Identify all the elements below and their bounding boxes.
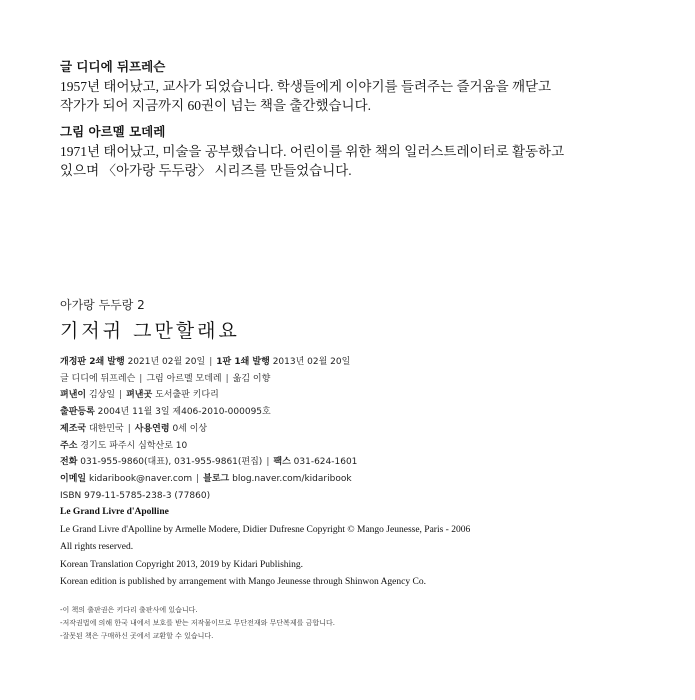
copyright-line: Korean edition is published by arrangement with Mango Jeunesse through Shinwon Agency Co. xyxy=(60,577,426,587)
phone-label: 전화 xyxy=(60,457,78,468)
copyright-line: All rights reserved. xyxy=(60,542,134,552)
illustrator-bio xyxy=(60,122,660,180)
publisher-house-label: 펴낸곳 xyxy=(126,390,153,401)
series-name: 아가랑 두두랑 2 xyxy=(60,298,145,312)
email-value: kidaribook@naver.com xyxy=(88,473,193,484)
manufacture-value: 대한민국 xyxy=(88,423,124,434)
fax-label: 팩스 xyxy=(273,457,291,468)
registration-label: 출판등록 xyxy=(60,407,95,418)
phone-value: 031-955-9860(대표), 031-955-9861(편집) xyxy=(80,457,263,468)
blog-label: 블로그 xyxy=(203,473,230,484)
edition-label: 개정판 2쇄 발행 xyxy=(60,357,125,367)
edition-date: 2021년 02월 20일 xyxy=(127,357,206,367)
address-label: 주소 xyxy=(60,440,78,451)
manufacture-row: 제조국 대한민국 | 사용연령 0세 이상 xyxy=(60,423,208,434)
illustrator-bio-line: 있으며 〈아가랑 두두랑〉 시리즈를 만들었습니다. xyxy=(60,163,352,178)
writer-credit: 글 디디에 뒤프레슨 xyxy=(60,373,136,384)
registration-value: 2004년 11월 3일 제406-2010-000095호 xyxy=(97,407,271,418)
colophon-details xyxy=(60,354,660,504)
age-value: 0세 이상 xyxy=(172,423,208,434)
book-title: 기저귀 그만할래요 xyxy=(60,320,240,342)
illustrator-heading: 그림 아르멜 모데레 xyxy=(60,124,166,139)
artist-credit: 그림 아르멜 모데레 xyxy=(146,373,222,384)
copyright-line: Le Grand Livre d'Apolline by Armelle Modere, Didier Dufresne Copyright © Mango Jeunesse, Paris - 2006 xyxy=(60,524,471,535)
manufacture-label: 제조국 xyxy=(60,423,87,434)
isbn: ISBN 979-11-5785-238-3 (77860) xyxy=(60,490,211,501)
notice-item: -이 책의 출판권은 키다리 출판사에 있습니다. xyxy=(60,606,198,614)
original-title: Le Grand Livre d'Apolline xyxy=(60,507,169,517)
age-label: 사용연령 xyxy=(134,423,170,434)
phone-row: 전화 031-955-9860(대표), 031-955-9861(편집) | 팩스 031-624-1601 xyxy=(60,457,358,468)
publisher-person-label: 펴낸이 xyxy=(60,390,87,401)
publisher-row: 펴낸이 김상일 | 펴낸곳 도서출판 키다리 xyxy=(60,390,219,401)
edition-row: 개정판 2쇄 발행 2021년 02월 20일 | 1판 1쇄 발행 2013년 02월 20일 xyxy=(60,357,351,367)
notices xyxy=(60,604,660,643)
translator-credit: 옮김 이향 xyxy=(232,373,271,384)
first-edition-label: 1판 1쇄 발행 xyxy=(216,357,270,367)
registration-row xyxy=(60,404,660,421)
fax-value: 031-624-1601 xyxy=(293,457,358,468)
email-label: 이메일 xyxy=(60,473,87,484)
publisher-house: 도서출판 키다리 xyxy=(155,390,219,401)
notice-item: -저작권법에 의해 한국 내에서 보호를 받는 저작물이므로 무단전재와 무단복제를 금합니다. xyxy=(60,619,335,627)
publisher-person: 김상일 xyxy=(88,390,116,401)
blog-value: blog.naver.com/kidaribook xyxy=(232,473,352,484)
author-bio-line: 1957년 태어났고, 교사가 되었습니다. 학생들에게 이야기를 들려주는 즐거움을 깨닫고 xyxy=(60,79,552,94)
author-bio-line: 작가가 되어 지금까지 60권이 넘는 책을 출간했습니다. xyxy=(60,98,371,113)
copyright-line: Korean Translation Copyright 2013, 2019 by Kidari Publishing. xyxy=(60,559,304,570)
author-heading: 글 디디에 뒤프레슨 xyxy=(60,59,166,74)
address-row xyxy=(60,438,660,455)
illustrator-bio-line: 1971년 태어났고, 미술을 공부했습니다. 어린이를 위한 책의 일러스트레이터로 활동하고 xyxy=(60,144,565,159)
address-value: 경기도 파주시 심학산로 10 xyxy=(80,440,188,451)
copyright-block xyxy=(60,504,660,592)
contact-row: 이메일 kidaribook@naver.com | 블로그 blog.naver.com/kidaribook xyxy=(60,473,352,484)
first-edition-date: 2013년 02월 20일 xyxy=(272,357,351,367)
author-bio xyxy=(60,57,660,115)
credits-row: 글 디디에 뒤프레슨 | 그림 아르멜 모데레 | 옮김 이향 xyxy=(60,373,271,384)
notice-item: -잘못된 책은 구매하신 곳에서 교환할 수 있습니다. xyxy=(60,632,214,640)
